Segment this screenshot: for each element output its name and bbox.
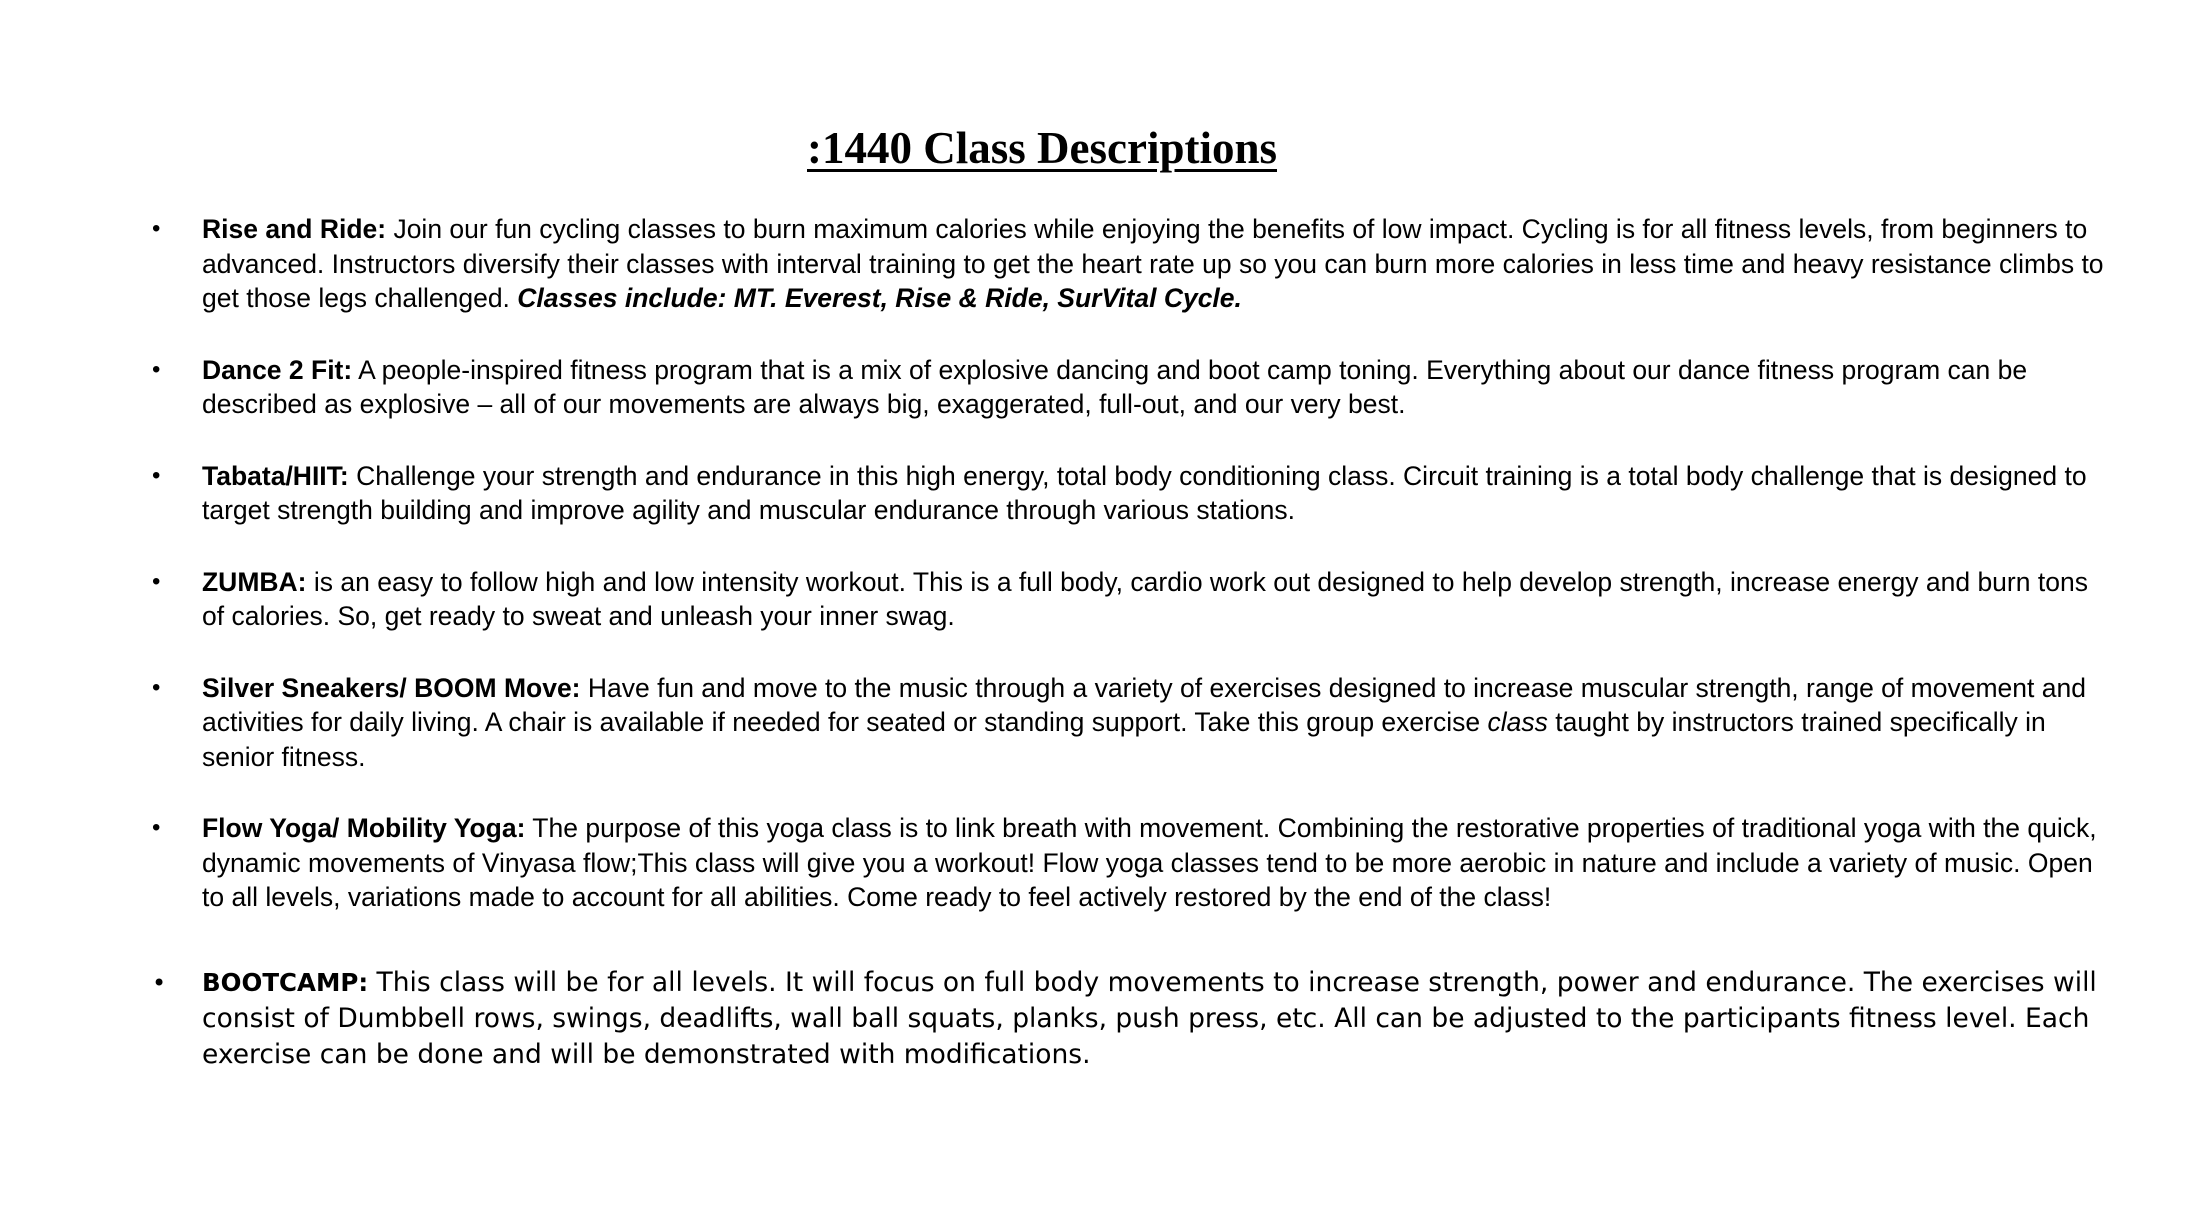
class-description: is an easy to follow high and low intensity workout. This is a full body, cardio work out designed to help develop strength, increase energy and burn tons of calories. So, get ready to sweat and unleash your inner swag. [202,566,2088,631]
class-label: Rise and Ride: [202,214,387,244]
class-item-rise-and-ride [0,212,2200,316]
bullet-icon: • [152,968,167,997]
bullet-icon: • [152,673,161,701]
bullet-icon: • [152,355,161,383]
bullet-icon: • [152,814,161,841]
class-item-zumba [0,565,2200,634]
class-label: Tabata/HIIT: [202,460,349,491]
class-description-continued: taught by instructors trained specifically in senior fitness. [202,707,2046,772]
class-label: Dance 2 Fit: [202,354,353,385]
class-item-bootcamp [0,965,2200,1073]
class-includes-note: Classes include: MT. Everest, Rise & Ride, SurVital Cycle. [517,283,1242,313]
class-description: Join our fun cycling classes to burn maximum calories while enjoying the benefits of low impact. Cycling is for all fitness levels, from beginners to advanced. Instructors diversify their classes with interval training to get the heart rate up so you can burn more calories in less time and heavy resistance climbs to get those legs challenged. [202,214,2104,313]
class-item-tabata-hiit [0,459,2200,528]
class-label: BOOTCAMP: [202,967,369,997]
class-item-silver-sneakers [0,671,2200,775]
class-label: Silver Sneakers/ BOOM Move: [202,672,581,703]
class-item-dance-2-fit [0,353,2200,422]
class-description-list [0,212,2200,1110]
class-item-flow-yoga [0,811,2200,915]
class-label: Flow Yoga/ Mobility Yoga: [202,813,526,843]
class-description-emphasis: class [1487,707,1548,737]
bullet-icon: • [152,461,161,489]
page-title: :1440 Class Descriptions [807,123,1277,174]
class-description: The purpose of this yoga class is to link breath with movement. Combining the restorative properties of traditional yoga with the quick, dynamic movements of Vinyasa flow;This class will give you a workout! Flow yoga classes tend to be more aerobic in nature and include a variety of music. Open to all levels, variations made to account for all abilities. Come ready to feel actively restored by the end of the class! [202,813,2097,912]
class-label: ZUMBA: [202,566,307,597]
class-description: A people-inspired fitness program that is a mix of explosive dancing and boot camp toning. Everything about our dance fitness program can be described as explosive – all of our movements are always big, exaggerated, full-out, and our very best. [202,354,2028,419]
class-description: Challenge your strength and endurance in this high energy, total body conditioning class. Circuit training is a total body challenge that is designed to target strength building and improve agility and muscular endurance through various stations. [202,460,2087,525]
class-description: This class will be for all levels. It will focus on full body movements to increase strength, power and endurance. The exercises will consist of Dumbbell rows, swings, deadlifts, wall ball squats, planks, push press, etc. All can be adjusted to the participants fitness level. Each exercise can be done and will be demonstrated with modifications. [202,966,2097,1070]
bullet-icon: • [152,567,161,595]
class-description: Have fun and move to the music through a variety of exercises designed to increase muscular strength, range of movement and activities for daily living. A chair is available if needed for seated or standing support. Take this group exercise [202,672,2086,737]
bullet-icon: • [152,215,161,242]
